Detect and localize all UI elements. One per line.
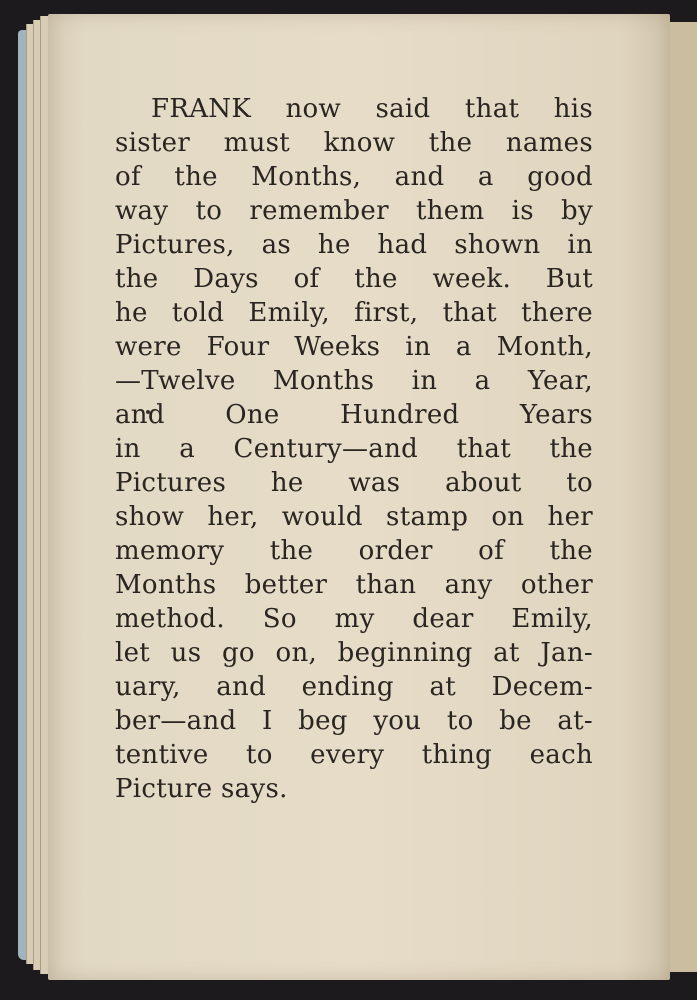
text-line: and One Hundred Years [115, 400, 593, 430]
text-line: method. So my dear Emily, [115, 604, 593, 634]
text-line: he told Emily, first, that there [115, 298, 593, 328]
text-line: sister must know the names [115, 128, 593, 158]
text-line: —Twelve Months in a Year, [115, 366, 593, 396]
text-line: FRANK now said that his [151, 94, 593, 124]
text-line: ber—and I beg you to be at- [115, 706, 593, 736]
text-line: memory the order of the [115, 536, 593, 566]
text-line: the Days of the week. But [115, 264, 593, 294]
text-line: in a Century—and that the [115, 434, 593, 464]
text-line: let us go on, beginning at Jan- [115, 638, 593, 668]
text-line: Pictures he was about to [115, 468, 593, 498]
text-line: of the Months, and a good [115, 162, 593, 192]
text-line: way to remember them is by [115, 196, 593, 226]
text-line: tentive to every thing each [115, 740, 593, 770]
text-line: were Four Weeks in a Month, [115, 332, 593, 362]
text-line: Months better than any other [115, 570, 593, 600]
text-line: show her, would stamp on her [115, 502, 593, 532]
text-line: uary, and ending at Decem- [115, 672, 593, 702]
page-text [115, 92, 593, 806]
text-line: Pictures, as he had shown in [115, 230, 593, 260]
text-line: Picture says. [115, 774, 288, 804]
